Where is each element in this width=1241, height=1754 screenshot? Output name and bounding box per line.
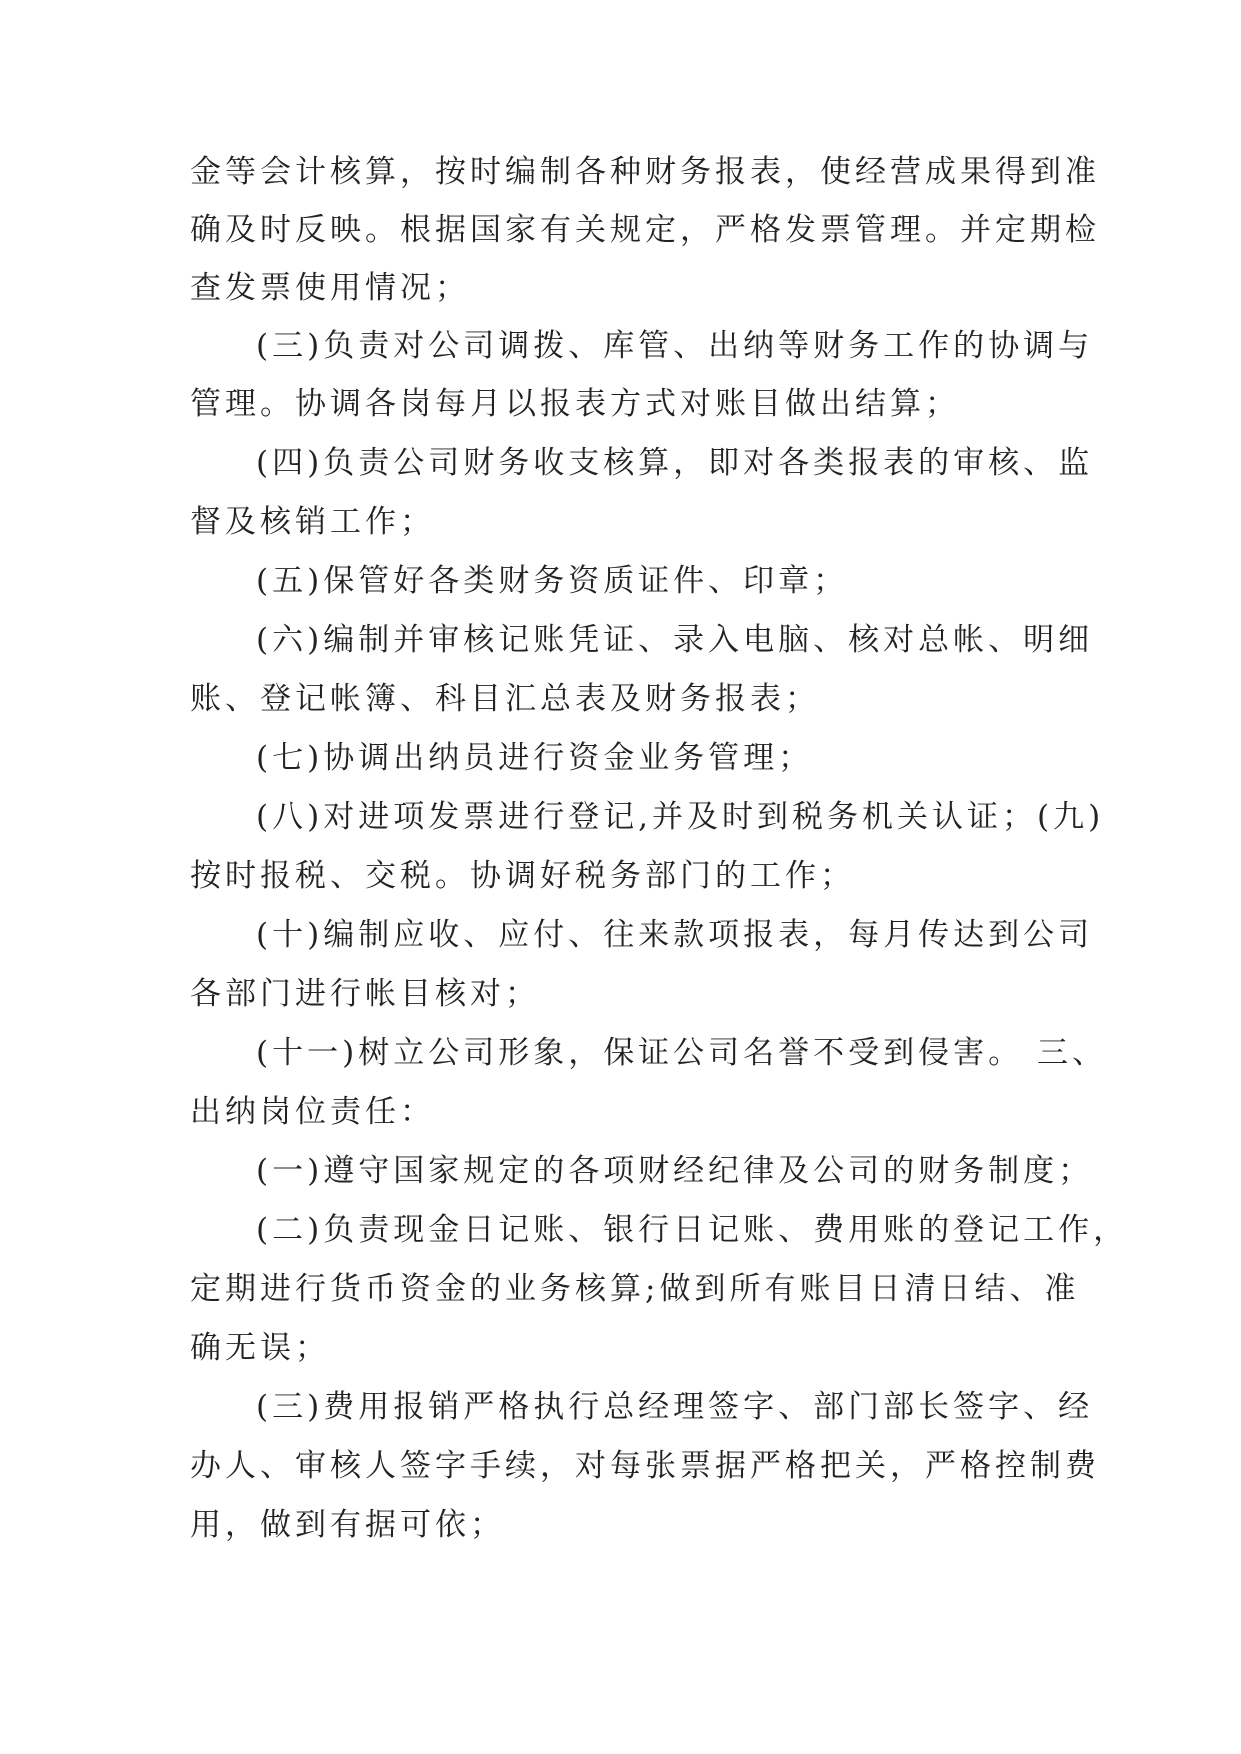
text-line: 定期进行货币资金的业务核算;做到所有账目日清日结、准 [190,1271,1080,1307]
text-line: (七)协调出纳员进行资金业务管理； [256,740,814,776]
text-line: (四)负责公司财务收支核算，即对各类报表的审核、监 [256,445,1094,481]
text-line: 用，做到有据可依； [190,1507,505,1543]
text-line: (五)保管好各类财务资质证件、印章； [256,563,849,599]
text-line: 金等会计核算，按时编制各种财务报表，使经营成果得到准 [190,154,1100,190]
text-line: (八)对进项发票进行登记,并及时到税务机关认证；(九) [256,799,1105,835]
text-line: 确及时反映。根据国家有关规定，严格发票管理。并定期检 [190,212,1100,248]
text-line: (六)编制并审核记账凭证、录入电脑、核对总帐、明细 [256,622,1094,658]
text-line: 确无误； [190,1330,330,1366]
text-line: (十一)树立公司形象，保证公司名誉不受到侵害。 三、 [256,1035,1108,1071]
text-line: 查发票使用情况； [190,270,470,306]
text-line: 办人、审核人签字手续，对每张票据严格把关，严格控制费 [190,1448,1100,1484]
text-line: 出纳岗位责任： [190,1094,435,1130]
text-line: (一)遵守国家规定的各项财经纪律及公司的财务制度； [256,1153,1094,1189]
text-line: (三)费用报销严格执行总经理签字、部门部长签字、经 [256,1389,1094,1425]
text-line: (十)编制应收、应付、往来款项报表，每月传达到公司 [256,917,1094,953]
text-line: 各部门进行帐目核对； [190,976,540,1012]
text-line: 督及核销工作； [190,504,435,540]
text-line: 账、登记帐簿、科目汇总表及财务报表； [190,681,820,717]
text-line: 按时报税、交税。协调好税务部门的工作； [190,858,855,894]
text-line: 管理。协调各岗每月以报表方式对账目做出结算； [190,386,960,422]
text-line: (三)负责对公司调拨、库管、出纳等财务工作的协调与 [256,328,1094,364]
text-line: (二)负责现金日记账、银行日记账、费用账的登记工作， [256,1212,1129,1248]
